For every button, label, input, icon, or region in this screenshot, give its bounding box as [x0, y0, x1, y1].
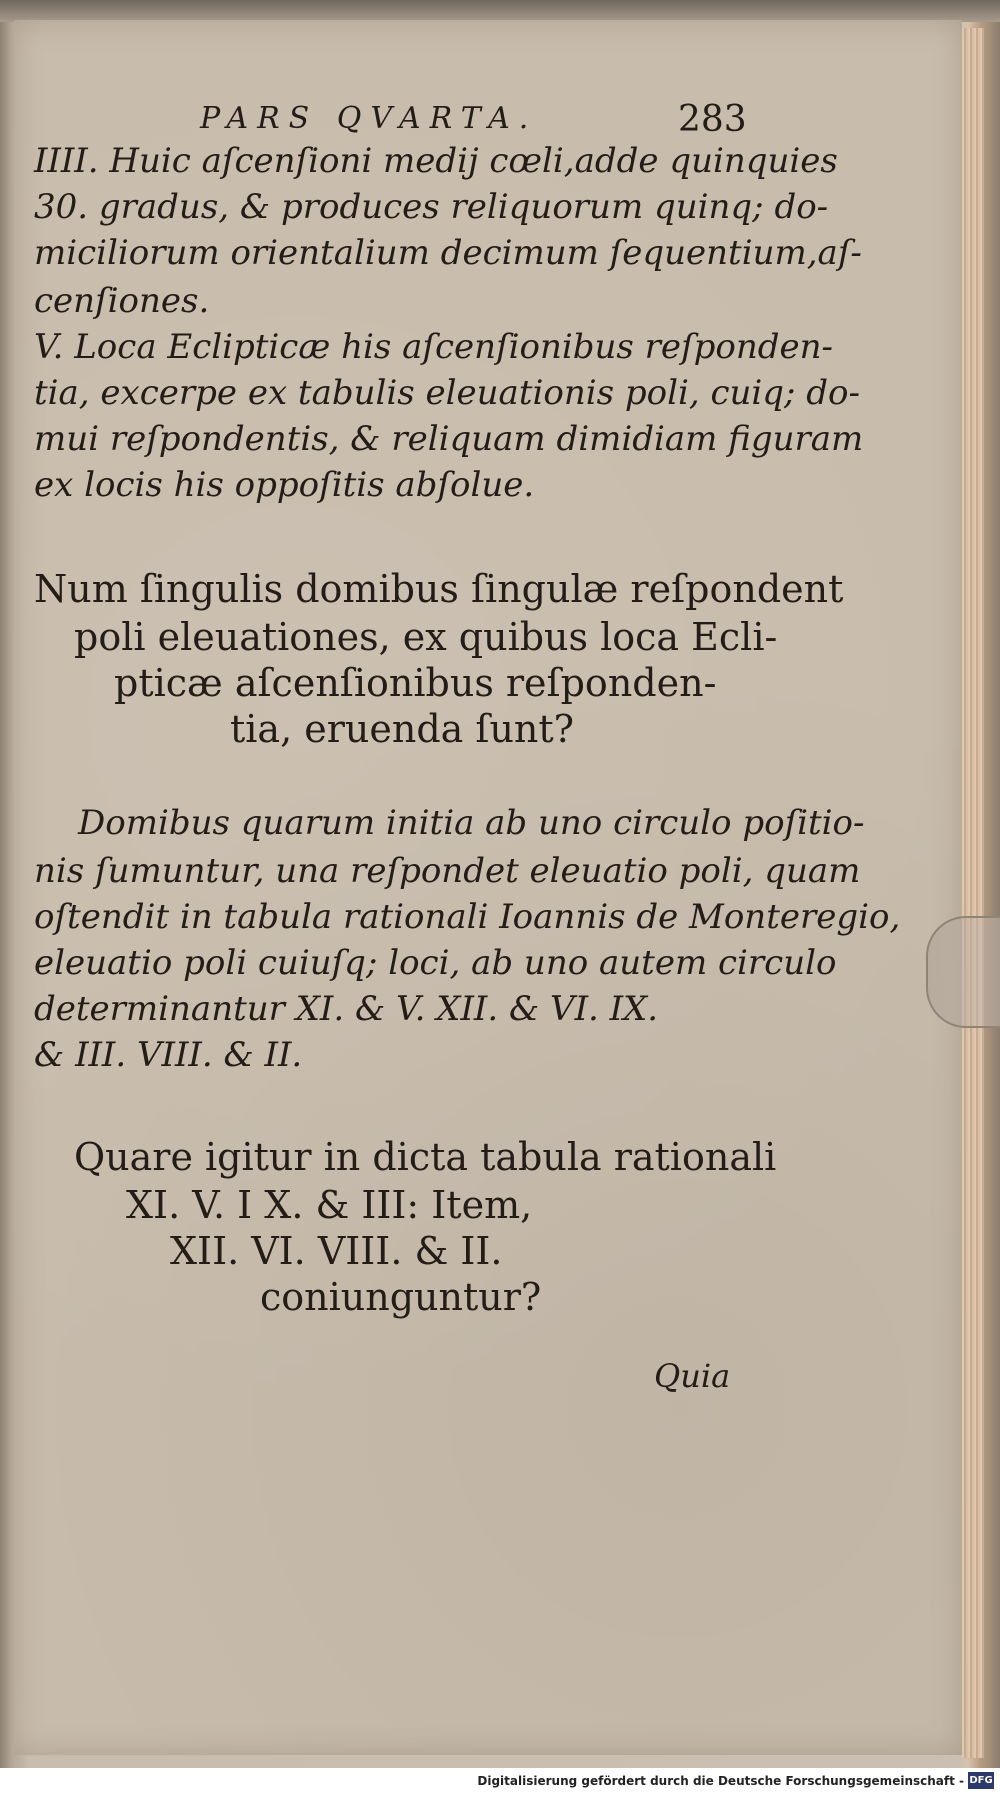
page-edges: [962, 28, 984, 1758]
answer-line: & III. VIII. & II.: [34, 1035, 303, 1075]
catchword: Quia: [654, 1357, 731, 1395]
page-number: 283: [678, 99, 747, 140]
question-line: pticæ aſcenſionibus reſponden-: [114, 661, 717, 705]
question-line: XI. V. I X. & III: Item,: [126, 1183, 533, 1227]
body-line: ex locis his oppoſitis abſolue.: [34, 465, 535, 505]
body-line: mui reſpondentis, & reliquam dimidiam figuram: [34, 419, 864, 459]
digitization-footer: [0, 1768, 1000, 1795]
question-line: poli eleuationes, ex quibus loca Ecli-: [74, 615, 778, 659]
answer-line: eleuatio poli cuiuſq; loci, ab uno autem circulo: [34, 943, 837, 983]
answer-line: nis ſumuntur, una reſpondet eleuatio poli, quam: [34, 851, 861, 891]
answer-line: Domibus quarum initia ab uno circulo poſitio-: [78, 803, 865, 843]
body-line: cenſiones.: [34, 281, 210, 321]
body-line: V. Loca Eclipticæ his aſcenſionibus reſponden-: [34, 327, 834, 367]
question-line: Quare igitur in dicta tabula rationali: [74, 1135, 777, 1179]
question-line: coniunguntur?: [260, 1275, 542, 1319]
question-line: XII. VI. VIII. & II.: [170, 1229, 503, 1273]
body-line: 30. gradus, & produces reliquorum quinq; do-: [34, 187, 829, 227]
answer-line: oſtendit in tabula rationali Ioannis de Monteregio,: [34, 897, 901, 937]
dfg-logo: DFG: [968, 1772, 994, 1789]
footer-credit: Digitalisierung gefördert durch die Deutsche Forschungsgemeinschaft -: [477, 1774, 964, 1788]
running-header: PARS QVARTA.: [200, 101, 538, 136]
book-clasp: [926, 916, 1000, 1028]
answer-line: determinantur XI. & V. XII. & VI. IX.: [34, 989, 659, 1029]
question-line: tia, eruenda ſunt?: [230, 707, 575, 751]
book-top-edge: [0, 0, 1000, 22]
body-line: tia, excerpe ex tabulis eleuationis poli, cuiq; do-: [34, 373, 861, 413]
body-line: miciliorum orientalium decimum ſequentium,aſ-: [34, 233, 862, 273]
body-line: IIII. Huic aſcenſioni medij cœli,adde quinquies: [34, 141, 838, 181]
question-line: Num ſingulis domibus ſingulæ reſpondent: [34, 567, 844, 611]
